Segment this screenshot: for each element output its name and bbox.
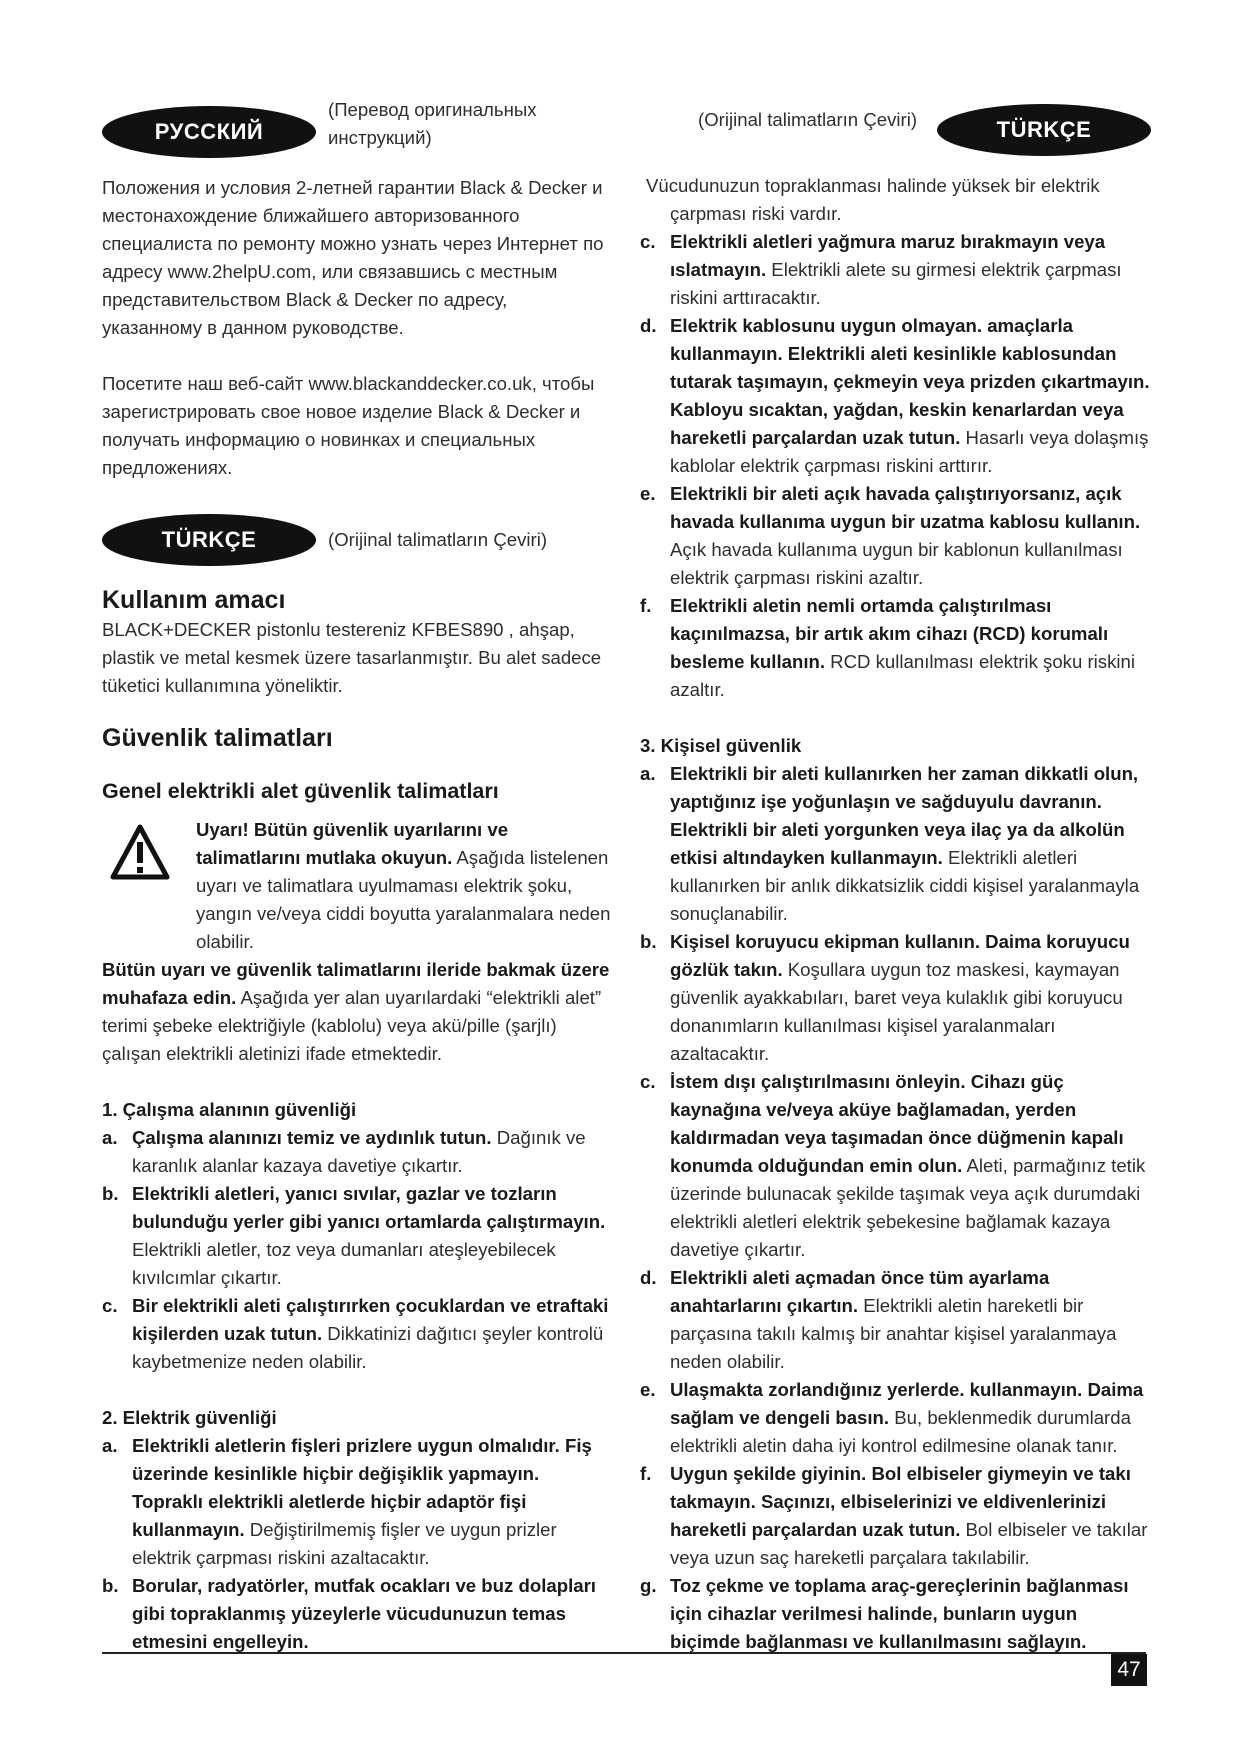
personal-safety-item	[640, 928, 1150, 1068]
russian-register-paragraph: Посетите наш веб-сайт www.blackanddecker.co.uk, чтобы зарегистрировать свое новое изделие Black & Decker и получать информацию о новинках и специальных предложениях.	[102, 373, 595, 478]
personal-safety-item-text: Bol elbiseler ve takılar veya uzun saç hareketli parçalara takılabilir.	[670, 1519, 1148, 1568]
electrical-continued-item	[640, 312, 1150, 480]
electrical-item-label: a.	[102, 1435, 118, 1456]
work-area-item	[102, 1124, 612, 1180]
personal-safety-item-label: c.	[640, 1071, 656, 1092]
personal-safety-list	[640, 760, 1150, 1656]
personal-safety-item	[640, 1264, 1150, 1376]
turkish-right-translation-note: (Orijinal talimatların Çeviri)	[698, 109, 918, 130]
electrical-item-label: b.	[102, 1575, 119, 1596]
personal-safety-item-text: Elektrikli aletin hareketli bir parçasına takılı kalmış bir anahtar kişisel yaralanmaya neden olabilir.	[670, 1295, 1117, 1372]
warning-block	[102, 816, 612, 956]
warning-text	[196, 816, 612, 956]
electrical-continued-list	[640, 228, 1150, 704]
personal-safety-item-bold: Uygun şekilde giyinin. Bol elbiseler giymeyin ve takı takmayın. Saçınızı, elbiselerinizi ve eldivenlerinizi hareketli parçalardan uzak tutun.	[670, 1463, 1131, 1540]
personal-safety-item-label: e.	[640, 1379, 656, 1400]
keep-instructions-paragraph	[102, 956, 612, 1068]
turkish-translation-note: (Orijinal talimatların Çeviri)	[328, 529, 548, 550]
keep-normal: Aşağıda yer alan uyarılardaki “elektrikli alet” terimi şebeke elektriğiyle (kablolu) veya akü/pille (şarjlı) çalışan elektrikli aletinizi ifade etmektedir.	[102, 987, 602, 1064]
left-column	[102, 100, 612, 1656]
safety-heading: Güvenlik talimatları	[102, 724, 333, 752]
personal-safety-item-label: a.	[640, 763, 656, 784]
russian-translation-note: (Перевод оригинальных инструкций)	[328, 99, 537, 148]
personal-safety-item-text: Bu, beklenmedik durumlarda elektrikli aletin daha iyi kontrol edilmesine olanak tanır.	[670, 1407, 1131, 1456]
warning-normal: Aşağıda listelenen uyarı ve talimatlara uyulmaması elektrik şoku, yangın ve/veya ciddi boyutta yaralanmalara neden olabilir.	[196, 847, 611, 952]
work-area-item	[102, 1180, 612, 1292]
electrical-list	[102, 1432, 612, 1656]
personal-safety-item-bold: Toz çekme ve toplama araç-gereçlerinin bağlanması için cihazlar verilmesi halinde, bunların uygun biçimde bağlanması ve kullanılmasını sağlayın.	[670, 1575, 1129, 1652]
work-area-heading: 1. Çalışma alanının güvenliği	[102, 1099, 357, 1120]
personal-safety-item	[640, 1068, 1150, 1264]
electrical-continued-item-label: c.	[640, 231, 656, 252]
personal-safety-item-label: g.	[640, 1575, 657, 1596]
electrical-item	[102, 1572, 612, 1656]
keep-bold: Bütün uyarı ve güvenlik talimatlarını ileride bakmak üzere muhafaza edin.	[102, 959, 610, 1008]
electrical-continued-item-label: d.	[640, 315, 657, 336]
turkish-right-language-pill: TÜRKÇE	[937, 104, 1151, 156]
electrical-item-bold: Elektrikli aletlerin fişleri prizlere uygun olmalıdır. Fiş üzerinde kesinlikle hiçbir değişiklik yapmayın. Topraklı elektrikli aletlerde hiçbir adaptör fişi kullanmayın.	[132, 1435, 592, 1540]
personal-safety-item-bold: Elektrikli aleti açmadan önce tüm ayarlama anahtarlarını çıkartın.	[670, 1267, 1050, 1316]
electrical-continued-item-bold: Elektrikli aletleri yağmura maruz bırakmayın veya ıslatmayın.	[670, 231, 1106, 280]
electrical-continued-text: Vücudunuzun topraklanması halinde yüksek bir elektrik çarpması riski vardır.	[646, 175, 1100, 224]
general-safety-heading: Genel elektrikli alet güvenlik talimatları	[102, 779, 499, 803]
personal-safety-item-bold: Elektrikli bir aleti kullanırken her zaman dikkatli olun, yaptığınız işe yoğunlaşın ve sağduyulu davranın. Elektrikli bir aleti yorgunken veya ilaç ya da alkolün etkisi altındayken kullanmayın.	[670, 763, 1139, 868]
electrical-continued-item-text: RCD kullanılması elektrik şoku riskini azaltır.	[670, 651, 1135, 700]
work-area-list	[102, 1124, 612, 1376]
personal-safety-item-label: b.	[640, 931, 657, 952]
personal-safety-item	[640, 1460, 1150, 1572]
electrical-continued-item	[640, 592, 1150, 704]
electrical-continued-item-text: Hasarlı veya dolaşmış kablolar elektrik çarpması riskini arttırır.	[670, 427, 1149, 476]
warning-bold: Uyarı! Bütün güvenlik uyarılarını ve talimatlarını mutlaka okuyun.	[196, 819, 509, 868]
personal-safety-item-text: Aleti, parmağınız tetik üzerinde bulunacak şekilde taşımak veya açık durumdaki elektrikli aletleri elektrik şebekesine bağlamak kazaya davetiye çıkartır.	[670, 1155, 1146, 1260]
personal-safety-heading: 3. Kişisel güvenlik	[640, 735, 802, 756]
warning-triangle-icon	[110, 824, 170, 880]
russian-warranty-paragraph: Положения и условия 2-летней гарантии Black & Decker и местонахождение ближайшего авторизованного специалиста по ремонту можно узнать через Интернет по адресу www.2helpU.com, или связавшись с местным представительством Black & Decker по адресу, указанному в данном руководстве.	[102, 177, 604, 338]
electrical-continued-item-bold: Elektrikli bir aleti açık havada çalıştırıyorsanız, açık havada kullanıma uygun bir uzatma kablosu kullanın.	[670, 483, 1141, 532]
work-area-item-label: b.	[102, 1183, 119, 1204]
personal-safety-item-bold: Ulaşmakta zorlandığınız yerlerde. kullanmayın. Daima sağlam ve dengeli basın.	[670, 1379, 1144, 1428]
personal-safety-item-label: d.	[640, 1267, 657, 1288]
page-number: 47	[1111, 1654, 1147, 1686]
work-area-item-bold: Bir elektrikli aleti çalıştırırken çocuklardan ve etraftaki kişilerden uzak tutun.	[132, 1295, 609, 1344]
turkish-language-pill: TÜRKÇE	[102, 514, 316, 566]
personal-safety-item-text: Elektrikli aletleri kullanırken bir anlık dikkatsizlik ciddi kişisel yaralanmayla sonuçlanabilir.	[670, 847, 1140, 924]
electrical-item	[102, 1432, 612, 1572]
work-area-item	[102, 1292, 612, 1376]
personal-safety-item	[640, 760, 1150, 928]
work-area-item-label: a.	[102, 1127, 118, 1148]
personal-safety-item-bold: İstem dışı çalıştırılmasını önleyin. Cihazı güç kaynağına ve/veya aküye bağlamadan, yerden kaldırmadan veya taşımadan önce düğmenin kapalı konumda olduğundan emin olun.	[670, 1071, 1124, 1176]
bottom-rule	[102, 1652, 1146, 1654]
electrical-continued-item-text: Açık havada kullanıma uygun bir kablonun kullanılması elektrik çarpması riskini azaltır.	[670, 539, 1123, 588]
russian-language-pill: РУССКИЙ	[102, 106, 316, 158]
work-area-item-text: Dağınık ve karanlık alanlar kazaya davetiye çıkartır.	[132, 1127, 586, 1176]
electrical-continued-item-bold: Elektrikli aletin nemli ortamda çalıştırılması kaçınılmazsa, bir artık akım cihazı (RCD) korumalı besleme kullanın.	[670, 595, 1109, 672]
intended-use-heading: Kullanım amacı	[102, 586, 286, 614]
work-area-item-bold: Elektrikli aletleri, yanıcı sıvılar, gazlar ve tozların bulunduğu yerler gibi yanıcı ortamlarda çalıştırmayın.	[132, 1183, 606, 1232]
electrical-item-text: Değiştirilmemiş fişler ve uygun prizler elektrik çarpması riskini azaltacaktır.	[132, 1519, 557, 1568]
electrical-item-bold: Borular, radyatörler, mutfak ocakları ve buz dolapları gibi topraklanmış yüzeylerle vücudunuzun temas etmesini engelleyin.	[132, 1575, 596, 1652]
turkish-language-header	[102, 512, 612, 574]
electrical-continued-item-bold: Elektrik kablosunu uygun olmayan. amaçlarla kullanmayın. Elektrikli aleti kesinlikle kablosundan tutarak taşımayın, çekmeyin veya prizden çıkartmayın. Kabloyu sıcaktan, yağdan, keskin kenarlardan veya hareketli parçalardan uzak tutun.	[670, 315, 1150, 448]
personal-safety-item	[640, 1376, 1150, 1460]
electrical-continued-item	[640, 228, 1150, 312]
work-area-item-text: Dikkatinizi dağıtıcı şeyler kontrolü kaybetmenize neden olabilir.	[132, 1323, 604, 1372]
work-area-item-bold: Çalışma alanınızı temiz ve aydınlık tutun.	[132, 1127, 492, 1148]
electrical-continued-item	[640, 480, 1150, 592]
personal-safety-item-label: f.	[640, 1463, 652, 1484]
intended-use-paragraph: BLACK+DECKER pistonlu testereniz KFBES890 , ahşap, plastik ve metal kesmek üzere tasarlanmıştır. Bu alet sadece tüketici kullanımına yöneliktir.	[102, 619, 602, 696]
personal-safety-item-text: Koşullara uygun toz maskesi, kaymayan güvenlik ayakkabıları, baret veya kulaklık gibi koruyucu donanımların kullanılması kişisel yaralanmaları azaltacaktır.	[670, 959, 1123, 1064]
personal-safety-item	[640, 1572, 1150, 1656]
turkish-right-header	[640, 100, 1150, 162]
personal-safety-item-bold: Kişisel koruyucu ekipman kullanın. Daima koruyucu gözlük takın.	[670, 931, 1130, 980]
electrical-continued-item-label: f.	[640, 595, 652, 616]
right-column	[640, 100, 1150, 1656]
electrical-continued-item-text: Elektrikli alete su girmesi elektrik çarpması riskini arttıracaktır.	[670, 259, 1122, 308]
electrical-continued-item-label: e.	[640, 483, 656, 504]
russian-language-header	[102, 100, 612, 162]
work-area-item-text: Elektrikli aletler, toz veya dumanları ateşleyebilecek kıvılcımlar çıkartır.	[132, 1239, 556, 1288]
work-area-item-label: c.	[102, 1295, 118, 1316]
electrical-heading: 2. Elektrik güvenliği	[102, 1407, 277, 1428]
